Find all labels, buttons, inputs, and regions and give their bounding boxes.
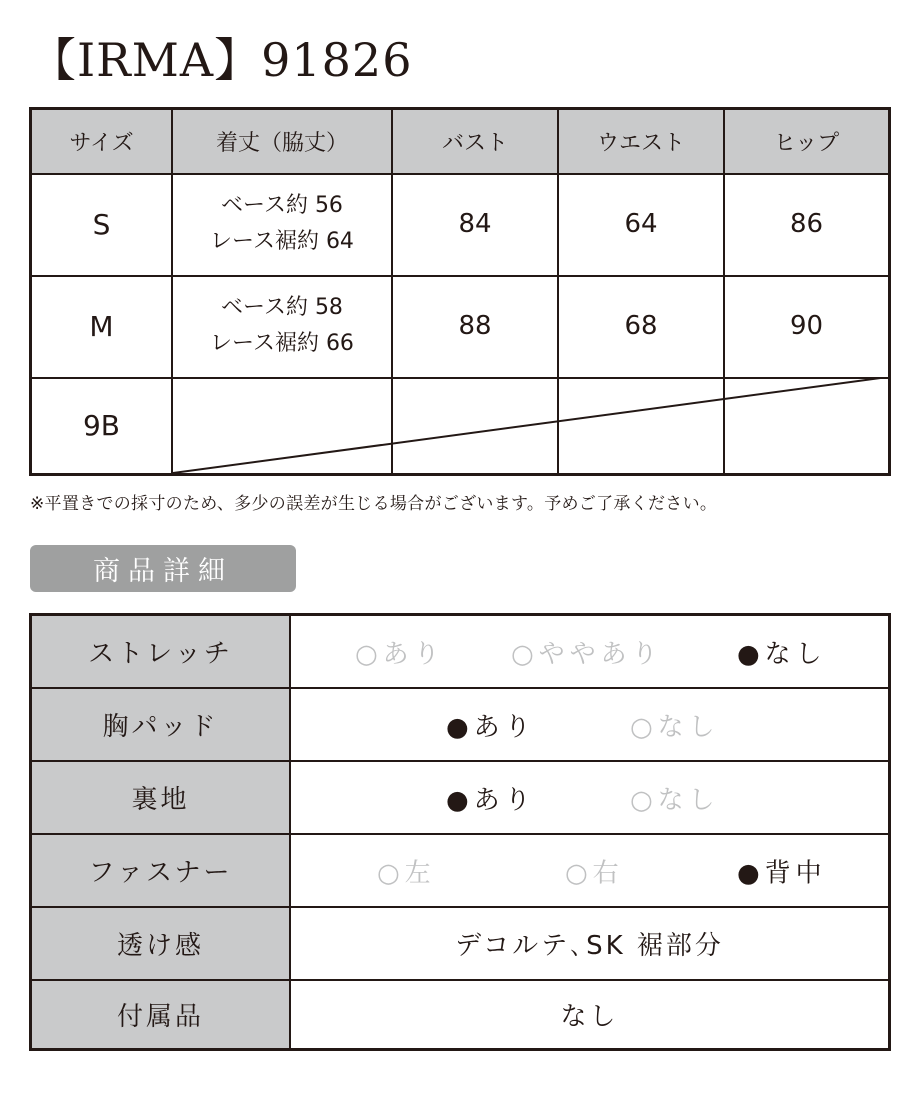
detail-row-sheer (32, 908, 888, 981)
chest-pad-option-no: ○なし (630, 712, 720, 742)
accessories-value: なし (560, 1002, 619, 1032)
lining-options (291, 762, 888, 833)
sheer-label: 透け感 (32, 908, 291, 979)
product-title: 【IRMA】91826 (30, 33, 413, 87)
stretch-options (291, 616, 888, 687)
size-s-bust: 84 (393, 173, 559, 275)
size-row-m (32, 275, 888, 379)
fastener-options (291, 835, 888, 906)
lining-option-yes: ●あり (446, 785, 536, 815)
detail-row-chest-pad (32, 689, 888, 762)
size-s-length-base: ベース約 56 (221, 193, 343, 218)
chest-pad-label: 胸パッド (32, 689, 291, 760)
fastener-option-right: ○右 (565, 858, 624, 888)
lining-label: 裏地 (32, 762, 291, 833)
size-9b-length (173, 377, 393, 473)
size-m-label: M (32, 275, 173, 377)
header-hip: ヒップ (773, 131, 840, 156)
size-m-hip: 90 (789, 311, 824, 341)
size-m-waist: 68 (559, 275, 725, 377)
size-row-9b (32, 377, 888, 473)
stretch-option-somewhat: ○ややあり (511, 639, 663, 669)
header-waist: ウエスト (559, 110, 725, 173)
fastener-label: ファスナー (32, 835, 291, 906)
size-9b-hip (725, 377, 888, 473)
size-m-bust: 88 (393, 275, 559, 377)
detail-row-accessories (32, 981, 888, 1048)
detail-row-fastener (32, 835, 888, 908)
size-s-length (173, 173, 393, 275)
detail-table (29, 613, 891, 1051)
fastener-option-left: ○左 (377, 858, 436, 888)
size-s-waist: 64 (559, 173, 725, 275)
lining-option-no: ○なし (630, 785, 720, 815)
accessories-label: 付属品 (32, 981, 291, 1048)
size-9b-bust (393, 377, 559, 473)
size-s-label: S (32, 173, 173, 275)
size-s-length-lace: レース裾約 64 (210, 229, 354, 254)
sheer-value: デコルテ､SK 裾部分 (455, 931, 724, 961)
header-length: 着丈（脇丈） (173, 110, 393, 173)
stretch-option-yes: ○あり (355, 639, 445, 669)
stretch-label: ストレッチ (32, 616, 291, 687)
size-9b-label: 9B (32, 377, 173, 473)
size-table (29, 107, 891, 476)
size-table-header (32, 110, 888, 175)
detail-row-lining (32, 762, 888, 835)
section-title-badge: 商品詳細 (30, 545, 296, 592)
size-s-hip: 86 (789, 209, 824, 239)
size-row-s (32, 173, 888, 277)
chest-pad-option-yes: ●あり (446, 712, 536, 742)
header-bust: バスト (393, 110, 559, 173)
chest-pad-options (291, 689, 888, 760)
size-m-length (173, 275, 393, 377)
size-m-length-lace: レース裾約 66 (210, 331, 354, 356)
stretch-option-no: ●なし (737, 639, 827, 669)
size-m-length-base: ベース約 58 (221, 295, 343, 320)
measurement-note: ※平置きでの採寸のため、多少の誤差が生じる場合がございます。予めご了承ください。 (30, 494, 718, 514)
header-size: サイズ (32, 110, 173, 173)
fastener-option-back: ●背中 (737, 858, 827, 888)
detail-row-stretch (32, 616, 888, 689)
size-9b-waist (559, 377, 725, 473)
